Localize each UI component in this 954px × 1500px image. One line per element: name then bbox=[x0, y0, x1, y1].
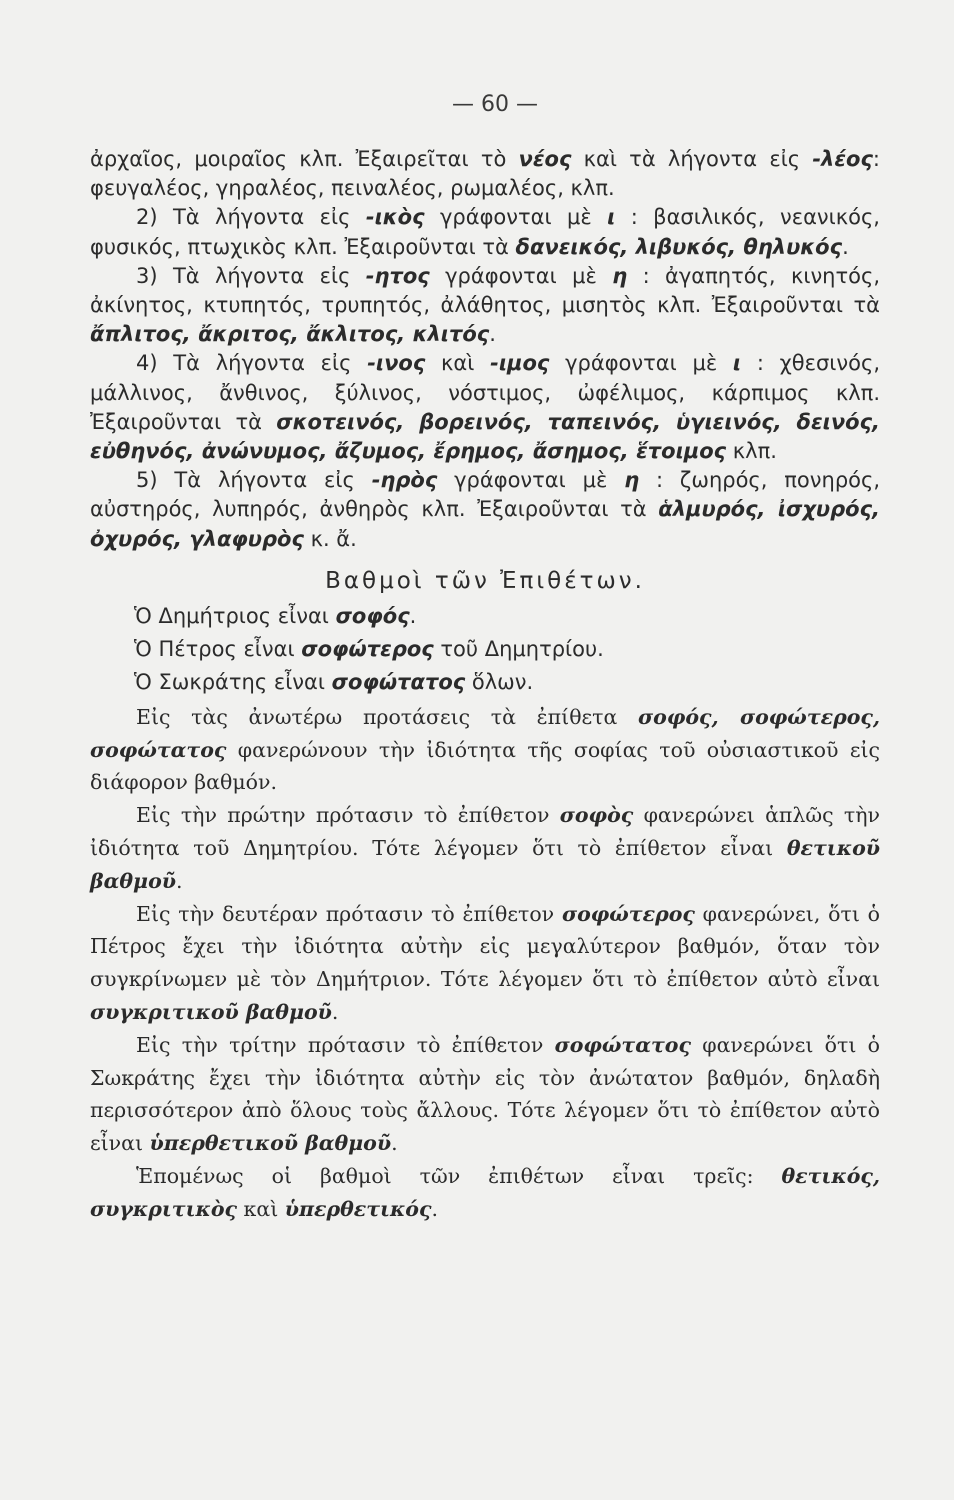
page bbox=[90, 92, 880, 1226]
emphasized-term: νέος bbox=[518, 147, 572, 171]
text-run: . bbox=[175, 868, 183, 893]
text-run: : ἀγαπητός, κινητός, ἀκίνητος, κτυπητός, τρυπητός, ἀλάθητος, μισητὸς κλπ. Ἐξαιροῦνται τὰ bbox=[90, 263, 880, 318]
block1-paragraph bbox=[90, 145, 880, 203]
emphasized-term: θετικοῦ βαθμοῦ bbox=[90, 836, 880, 893]
text-run: καὶ τὰ λήγοντα εἰς bbox=[571, 147, 813, 171]
text-run: ὅλων. bbox=[465, 669, 534, 694]
block2-paragraph bbox=[90, 898, 880, 1029]
text-run: καὶ bbox=[425, 351, 491, 376]
section-heading: Βαθμοὶ τῶν Ἐπιθέτων. bbox=[325, 567, 645, 594]
text-run: : φευγαλέος, γηραλέος, πειναλέος, ρωμαλέος, κλπ. bbox=[90, 147, 880, 201]
emphasized-term: -ιμος bbox=[490, 351, 550, 376]
text-run: . bbox=[391, 1131, 398, 1156]
block2-paragraph bbox=[90, 1160, 880, 1226]
emphasized-term: η bbox=[624, 468, 640, 493]
block1-paragraph bbox=[90, 262, 880, 350]
text-run: γράφονται μὲ bbox=[424, 205, 608, 230]
emphasized-term: -λέος bbox=[812, 147, 873, 171]
text-run: 5) Τὰ λήγοντα εἰς bbox=[136, 468, 372, 493]
block2-paragraph bbox=[90, 799, 880, 897]
text-run: 4) Τὰ λήγοντα εἰς bbox=[136, 351, 368, 376]
emphasized-term: σοφός bbox=[335, 603, 410, 628]
text-run: Εἰς τὴν τρίτην πρότασιν τὸ ἐπίθετον bbox=[136, 1032, 555, 1057]
example-sentences bbox=[90, 600, 880, 699]
text-run: φανερώνει ἁπλῶς τὴν ἰδιότητα τοῦ Δημητρίου. Τότε λέγομεν ὅτι τὸ ἐπίθετον εἶναι bbox=[90, 803, 881, 861]
emphasized-term: ι bbox=[732, 351, 742, 376]
text-run: Εἰς τὴν δευτέραν πρότασιν τὸ ἐπίθετον bbox=[136, 901, 562, 926]
emphasized-term: δανεικός, λιβυκός, θηλυκός bbox=[515, 234, 843, 259]
text-run: κ. ἄ. bbox=[303, 526, 357, 551]
block2-paragraph bbox=[90, 701, 880, 799]
text-run: γράφονται μὲ bbox=[437, 468, 625, 493]
emphasized-term: ι bbox=[607, 205, 616, 230]
text-run: . bbox=[331, 1000, 339, 1025]
emphasized-term: σοφώτατος bbox=[331, 669, 466, 694]
block1-paragraph bbox=[90, 203, 880, 261]
text-run: Ἑπομένως οἱ βαθμοὶ τῶν ἐπιθέτων εἶναι τρεῖς: bbox=[136, 1164, 782, 1188]
emphasized-term: σοφὸς bbox=[559, 803, 634, 828]
text-run: : χθεσινός, μάλλινος, ἄνθινος, ξύλινος, νόστιμος, ὠφέλιμος, κάρπιμος κλπ. Ἐξαιροῦνται τὰ bbox=[90, 351, 880, 434]
emphasized-term: -ηρὸς bbox=[371, 468, 438, 493]
page-number: — 60 — bbox=[452, 92, 538, 117]
emphasized-term: -ινος bbox=[367, 351, 426, 376]
text-run: Εἰς τὴν πρώτην πρότασιν τὸ ἐπίθετον bbox=[136, 803, 560, 828]
examples-paragraph bbox=[90, 633, 880, 666]
emphasized-term: -ητος bbox=[365, 263, 430, 288]
emphasized-term: ὑπερθετικοῦ βαθμοῦ bbox=[149, 1131, 392, 1156]
text-run: . bbox=[409, 603, 417, 628]
examples-paragraph bbox=[90, 600, 880, 633]
text-run: . bbox=[489, 322, 496, 347]
text-run: 2) Τὰ λήγοντα εἰς bbox=[136, 205, 366, 230]
text-run: Ὁ Σωκράτης εἶναι bbox=[134, 669, 332, 694]
emphasized-term: ὑπερθετικός bbox=[284, 1196, 432, 1221]
emphasized-term: σοφώτατος bbox=[554, 1032, 691, 1057]
explanation-section bbox=[90, 701, 880, 1226]
text-run: Εἰς τὰς ἀνωτέρω προτάσεις τὰ ἐπίθετα bbox=[136, 704, 639, 729]
emphasized-term: θετικός, συγκριτικὸς bbox=[90, 1164, 880, 1221]
emphasized-term: σοφός, σοφώτερος, σοφώτατος bbox=[90, 704, 880, 762]
text-run: : ζωηρός, πονηρός, αὐστηρός, λυπηρός, ἀνθηρὸς κλπ. Ἐξαιροῦνται τὰ bbox=[90, 468, 881, 522]
text-run: Ὁ Πέτρος εἶναι bbox=[134, 636, 302, 661]
text-run: κλπ. bbox=[726, 439, 777, 464]
text-run: φανερώνουν τὴν ἰδιότητα τῆς σοφίας τοῦ οὐσιαστικοῦ εἰς διάφορον βαθμόν. bbox=[90, 737, 880, 795]
text-run: . bbox=[431, 1196, 438, 1221]
rules-section bbox=[90, 145, 880, 554]
emphasized-term: ἁλμυρός, ἰσχυρός, ὀχυρός, γλαφυρὸς bbox=[90, 497, 880, 551]
emphasized-term: σοφώτερος bbox=[561, 901, 695, 926]
text-run: 3) Τὰ λήγοντα εἰς bbox=[136, 263, 366, 288]
text-run: ἀρχαῖος, μοιραῖος κλπ. Ἐξαιρεῖται τὸ bbox=[90, 147, 519, 171]
block2-paragraph bbox=[90, 1029, 880, 1160]
text-run: . bbox=[842, 234, 849, 259]
text-run: καὶ bbox=[237, 1196, 285, 1221]
emphasized-term: συγκριτικοῦ βαθμοῦ bbox=[90, 1000, 332, 1025]
text-run: τοῦ Δημητρίου. bbox=[433, 636, 604, 661]
emphasized-term: η bbox=[612, 263, 628, 288]
emphasized-term: σκοτεινός, βορεινός, ταπεινός, ὑγιεινός, δεινός, εὐθηνός, ἀνώνυμος, ἄζυμος, ἔρημος, ἄσημος, ἕτοιμος bbox=[90, 409, 881, 464]
text-run: Ὁ Δημήτριος εἶναι bbox=[134, 603, 336, 628]
block1-paragraph bbox=[90, 349, 880, 466]
text-run: φανερώνει ὅτι ὁ Σωκράτης ἔχει τὴν ἰδιότητα αὐτὴν εἰς τὸν ἀνώτατον βαθμόν, δηλαδὴ περισσότερον ἀπὸ ὅλους τοὺς ἄλλους. Τότε λέγομεν ὅτι τὸ ἐπίθετον αὐτὸ εἶναι bbox=[90, 1032, 881, 1156]
text-run: φανερώνει, ὅτι ὁ Πέτρος ἔχει τὴν ἰδιότητα αὐτὴν εἰς μεγαλύτερον βαθμόν, ὅταν τὸν συγκρίνωμεν μὲ τὸν Δημήτριον. Τότε λέγομεν ὅτι τὸ ἐπίθετον αὐτὸ εἶναι bbox=[90, 901, 880, 992]
emphasized-term: -ικὸς bbox=[365, 205, 425, 230]
text-run: γράφονται μὲ bbox=[429, 263, 613, 288]
examples-paragraph bbox=[90, 666, 880, 699]
text-run: : βασιλικός, νεανικός, φυσικός, πτωχικὸς κλπ. Ἐξαιροῦνται τὰ bbox=[90, 205, 880, 259]
emphasized-term: ἄπλιτος, ἄκριτος, ἄκλιτος, κλιτός bbox=[90, 322, 490, 347]
emphasized-term: σοφώτερος bbox=[301, 636, 434, 661]
block1-paragraph bbox=[90, 466, 880, 554]
text-run: γράφονται μὲ bbox=[549, 351, 733, 376]
